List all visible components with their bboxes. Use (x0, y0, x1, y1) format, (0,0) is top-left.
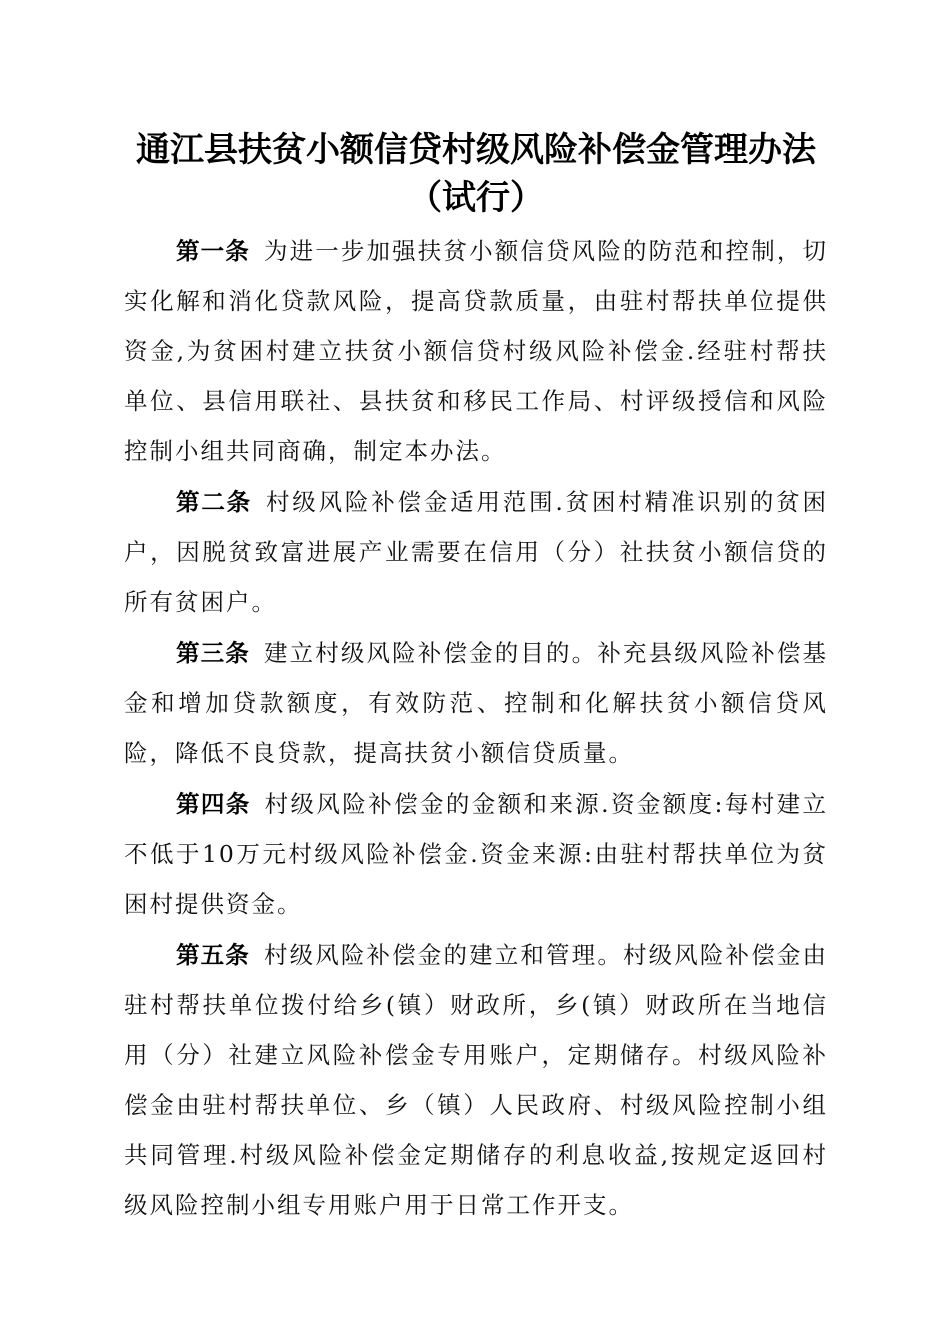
document-subtitle: （试行） (408, 178, 544, 218)
article-4 (124, 779, 828, 930)
document-body (124, 126, 828, 1231)
article-2-text: 村级风险补偿金适用范围.贫困村精准识别的贫困户，因脱贫致富进展产业需要在信用（分）社扶贫小额信贷的所有贫困户。 (124, 488, 828, 616)
article-1-label: 第一条 (176, 237, 250, 265)
article-4-label: 第四条 (176, 790, 251, 818)
document-title: 通江县扶贫小额信贷村级风险补偿金管理办法 (136, 130, 816, 170)
article-4-text: 村级风险补偿金的金额和来源.资金额度:每村建立不低于10万元村级风险补偿金.资金来源:由驻村帮扶单位为贫困村提供资金。 (124, 790, 828, 918)
article-5 (124, 930, 828, 1231)
article-3-label: 第三条 (176, 639, 250, 667)
article-3-text: 建立村级风险补偿金的目的。补充县级风险补偿基金和增加贷款额度，有效防范、控制和化解扶贫小额信贷风险，降低不良贷款，提高扶贫小额信贷质量。 (124, 639, 828, 767)
article-1 (124, 226, 828, 477)
article-5-text: 村级风险补偿金的建立和管理。村级风险补偿金由驻村帮扶单位拨付给乡(镇）财政所，乡(镇）财政所在当地信用（分）社建立风险补偿金专用账户，定期储存。村级风险补偿金由驻村帮扶单位、乡（镇）人民政府、村级风险控制小组共同管理.村级风险补偿金定期储存的利息收益,按规定返回村级风险控制小组专用账户用于日常工作开支。 (124, 941, 828, 1219)
article-2-label: 第二条 (176, 488, 252, 516)
article-3 (124, 628, 828, 779)
article-5-label: 第五条 (176, 941, 250, 969)
article-2 (124, 477, 828, 628)
article-1-text: 为进一步加强扶贫小额信贷风险的防范和控制，切实化解和消化贷款风险，提高贷款质量，由驻村帮扶单位提供资金,为贫困村建立扶贫小额信贷村级风险补偿金.经驻村帮扶单位、县信用联社、县扶贫和移民工作局、村评级授信和风险控制小组共同商确，制定本办法。 (124, 237, 828, 465)
